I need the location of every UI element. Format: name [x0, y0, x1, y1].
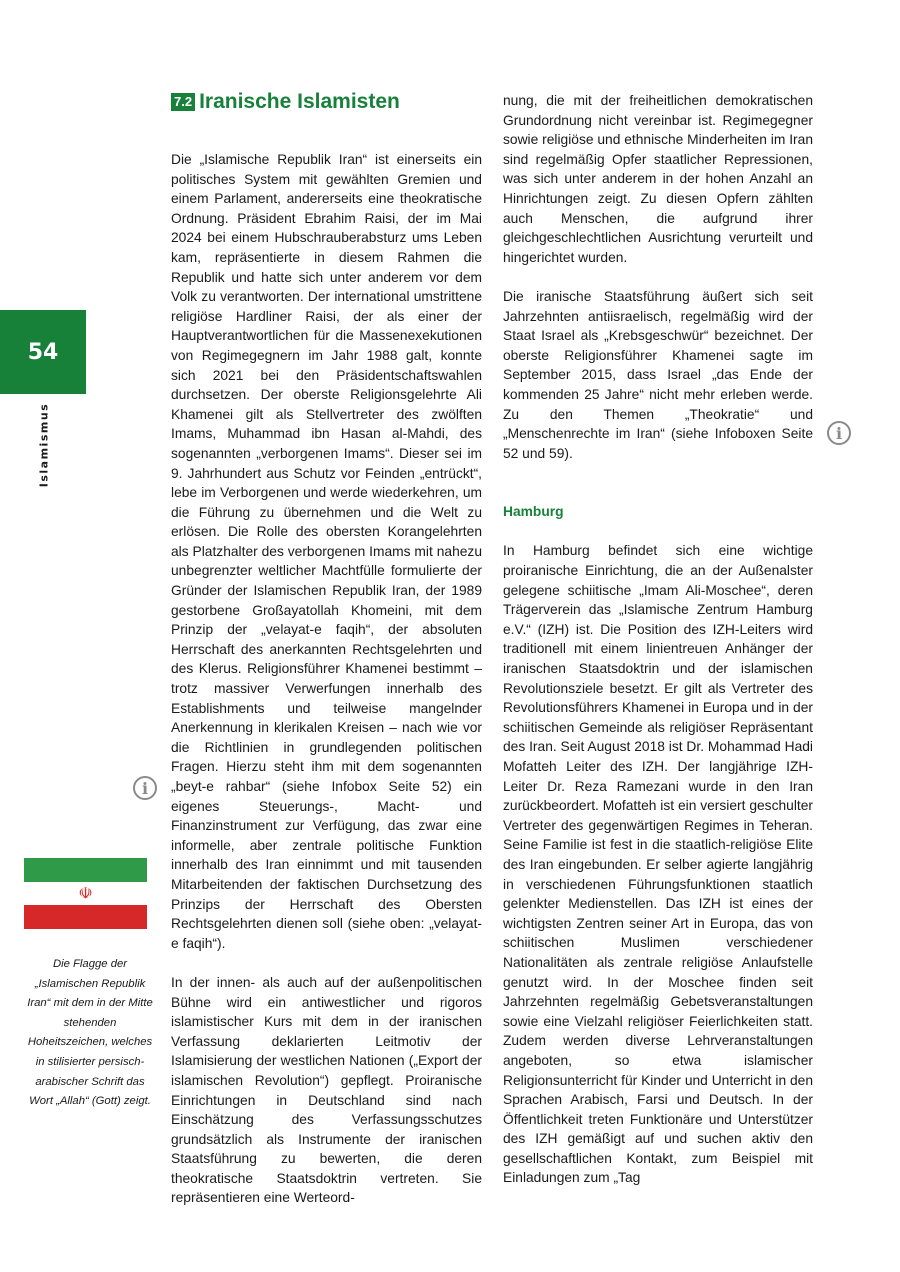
flag-caption: Die Flagge der „Islamischen Republik Iran“ mit dem in der Mitte stehenden Hoheitszeichen, welches in stilisierter persisch-arabischer Schrift das Wort „Allah“ (Gott) zeigt.	[27, 958, 153, 1108]
flag-kufic-border-bottom	[24, 903, 147, 905]
flag-emblem-icon: ☫	[78, 883, 93, 903]
page-number: 54	[27, 339, 59, 365]
info-icon-glyph: i	[141, 778, 149, 798]
paragraph: nung, die mit der freiheitlichen demokratischen Grundordnung nicht vereinbar ist. Regimegegner sowie religiöse und ethnische Minderheiten im Iran sind regelmäßig Opfer staatlicher Repressionen, was sich unter anderem in der hohen Anzahl an Hinrichtungen zeigt. Zu diesen Opfern zählten auch Menschen, die aufgrund ihrer gleichgeschlechtlichen Ausrichtung verurteilt und hingerichtet wurden.	[503, 93, 813, 265]
info-icon[interactable]	[133, 776, 157, 800]
section-number: 7.2	[171, 93, 195, 111]
page-number-tab	[0, 310, 86, 394]
text-column-right	[503, 91, 813, 1208]
flag-green-stripe	[24, 858, 147, 882]
subheading-hamburg: Hamburg	[503, 504, 564, 520]
paragraph: In Hamburg befindet sich eine wichtige proiranische Einrichtung, die an der Außenalster gelegene schiitische „Imam Ali-Moschee“, deren Trägerverein das „Islamische Zentrum Hamburg e.V.“ (IZH) ist. Die Position des IZH-Leiters wird traditionell mit einem linientreuen Anhänger der iranischen Staatsdoktrin und der islamischen Revolutionsziele besetzt. Er gilt als Vertreter des Revolutionsführers Khamenei in Europa und in der schiitischen Gemeinde als religiöser Repräsentant des Iran. Seit August 2018 ist Dr. Mohammad Hadi Mofatteh Leiter des IZH. Der langjährige IZH-Leiter Dr. Reza Ramezani wurde in den Iran zurückbeordert. Mofatteh ist ein versiert geschulter Vertreter des gegenwärtigen Regimes in Teheran. Seine Familie ist fest in die staatlich-religiöse Elite des Iran eingebunden. Er selber agierte langjährig in verschiedenen Führungsfunktionen staatlich gelenkter Medienstellen. Das IZH ist eines der wichtigsten Zentren seiner Art in Europa, das von schiitischen Muslimen verschiedener Nationalitäten als zentrale religiöse Anlaufstelle genutzt wird. In der Moschee finden seit Jahrzehnten regelmäßig Gebetsveranstaltungen sowie eine Vielzahl religiöser Feierlichkeiten statt. Zudem werden diverse Lehrveranstaltungen angeboten, so etwa islamischer Religionsunterricht für Kinder und Unterricht in den Sprachen Arabisch, Farsi und Deutsch. In der Öffentlichkeit treten Funktionäre und Unterstützer des IZH gemäßigt auf und suchen aktiv den gesellschaftlichen Kontakt, zum Beispiel mit Einladungen zum „Tag	[503, 543, 813, 1186]
section-title: Iranische Islamisten	[199, 90, 400, 113]
iran-flag-image	[24, 858, 147, 929]
paragraph: In der innen- als auch auf der außenpolitischen Bühne wird ein antiwestlicher und rigoros islamistischer Kurs mit dem in der iranischen Verfassung deklarierten Leitmotiv der Islamisierung der westlichen Nationen („Export der islamischen Revolution“) gepflegt. Proiranische Einrichtungen in Deutschland sind nach Einschätzung des Verfassungsschutzes grundsätzlich als Instrumente der iranischen Staatsführung zu bewerten, die deren theokratische Staatsdoktrin vertreten. Sie repräsentieren eine Werteord-	[171, 974, 482, 1206]
section-heading	[171, 90, 400, 114]
flag-white-stripe	[24, 882, 147, 906]
info-icon-glyph: i	[835, 423, 843, 443]
info-icon[interactable]	[827, 421, 851, 445]
paragraph: Die iranische Staatsführung äußert sich seit Jahrzehnten antiisraelisch, regelmäßig wird der Staat Israel als „Krebsgeschwür“ bezeichnet. Der oberste Religionsführer Khamenei sagte im September 2015, dass Israel „das Ende der kommenden 25 Jahre“ nicht mehr erleben werde. Zu den Themen „Theokratie“ und „Menschenrechte im Iran“ (siehe Infoboxen Seite 52 und 59).	[503, 288, 813, 461]
text-column-left	[171, 150, 482, 1228]
flag-red-stripe	[24, 905, 147, 929]
section-label: Islamismus	[37, 402, 51, 488]
paragraph: Die „Islamische Republik Iran“ ist einerseits ein politisches System mit gewählten Gremien und einem Parlament, andererseits eine theokratische Ordnung. Präsident Ebrahim Raisi, der im Mai 2024 bei einem Hubschrauberabsturz ums Leben kam, repräsentierte in diesem Rahmen die Republik und hatte sich unter anderem vor dem Volk zu verantworten. Der international umstrittene religiöse Hardliner Raisi, der als einer der Hauptverantwortlichen für die Massenexekutionen von Regimegegnern im Jahr 1988 galt, konnte sich 2021 bei den Präsidentschaftswahlen durchsetzen. Der oberste Religionsgelehrte Ali Khamenei gilt als Stellvertreter des zwölften Imams, Muhammad ibn Hasan al-Mahdi, des sogenannten „verborgenen Imams“. Dieser sei im 9. Jahrhundert aus Schutz vor Feinden „entrückt“, lebe im Verborgenen und werde wiederkehren, um die Führung zu übernehmen und die Welt zu erlösen. Die Rolle des obersten Korangelehrten als Platzhalter des verborgenen Imams mit nahezu unbegrenzter weltlicher Machtfülle formulierte der Gründer der Islamischen Republik Iran, der 1989 gestorbene Großayatollah Khomeini, mit dem Prinzip der „velayat-e faqih“, der absoluten Herrschaft des anerkannten Rechtsgelehrten und des Klerus. Religionsführer Khamenei bestimmt – trotz massiver Verwerfungen innerhalb des Establishments und teilweise mangelnder Anerkennung in klerikalen Kreisen – nach wie vor die Richtlinien in grundlegenden politischen Fragen. Hierzu steht ihm mit dem sogenannten „beyt-e rahbar“ (siehe Infobox Seite 52) ein eigenes Steuerungs-, Macht- und Finanzinstrument zur Verfügung, das zwar eine informelle, aber zentrale politische Funktion innerhalb des Iran einnimmt und mit tausenden Mitarbeitenden der faktischen Durchsetzung des Prinzips der Herrschaft des Obersten Rechtsgelehrten dienen soll (siehe oben: „velayat-e faqih“).	[171, 152, 482, 951]
